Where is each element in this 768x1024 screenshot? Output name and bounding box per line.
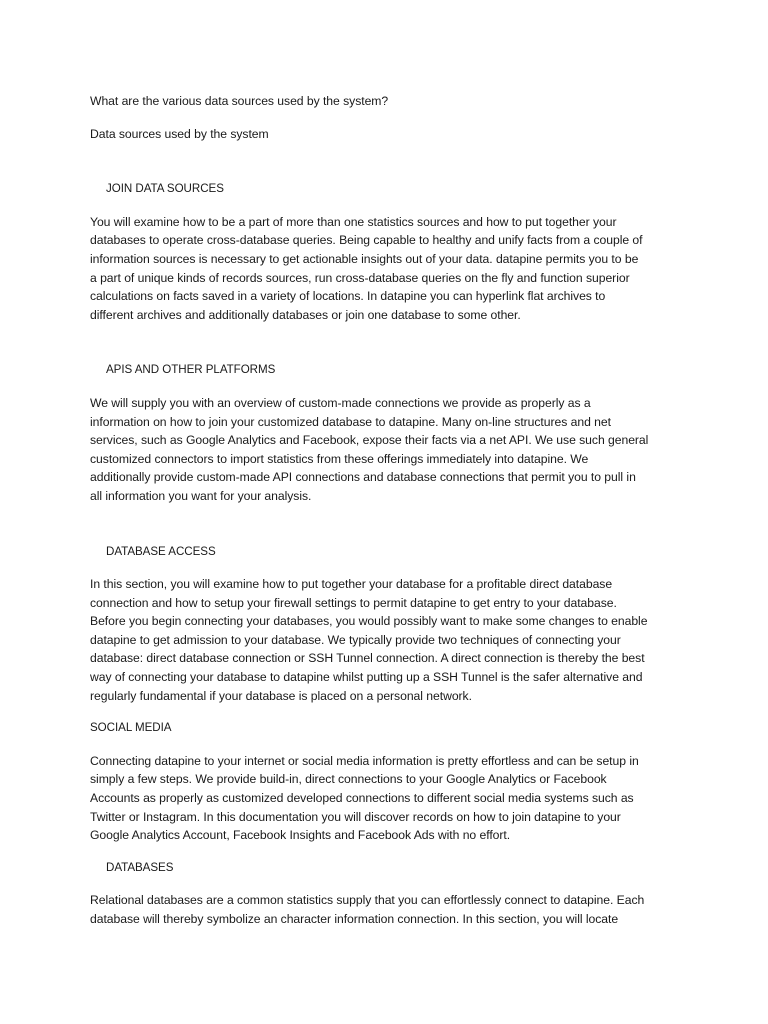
section-paragraph-apis-and-other-platforms	[90, 394, 680, 506]
paragraph-line: information sources is necessary to get actionable insights out of your data. datapine permits you to be	[90, 251, 639, 266]
question-text: What are the various data sources used by the system?	[90, 94, 389, 108]
paragraph-line: database: direct database connection or SSH Tunnel connection. A direct connection is thereby the best	[90, 651, 645, 666]
paragraph-line: simply a few steps. We provide build-in, direct connections to your Google Analytics or Facebook	[90, 772, 607, 787]
paragraph-line: additionally provide custom-made API connections and database connections that permit you to pull in	[90, 470, 636, 485]
paragraph-line: Accounts as properly as customized developed connections to different social media systems such as	[90, 791, 634, 806]
paragraph-line: calculations on facts saved in a variety of locations. In datapine you can hyperlink flat archives to	[90, 289, 606, 304]
paragraph-line: database will thereby symbolize an character information connection. In this section, you will locate	[90, 912, 619, 926]
paragraph-line: a part of unique kinds of records sources, run cross-database queries on the fly and function superior	[90, 270, 630, 285]
paragraph-line: regularly fundamental if your database is placed on a personal network.	[90, 688, 472, 703]
paragraph-line: We will supply you with an overview of custom-made connections we provide as properly as a	[90, 395, 591, 410]
paragraph-line: In this section, you will examine how to put together your database for a profitable direct database	[90, 577, 613, 592]
paragraph-line: Before you begin connecting your databases, you would possibly want to make some changes to enable	[90, 614, 648, 629]
section-heading-apis-and-other-platforms: APIS AND OTHER PLATFORMS	[106, 363, 276, 377]
paragraph-line: information on how to join your customized database to datapine. Many on-line structures and net	[90, 414, 611, 429]
paragraph-line: customized connectors to import statistics from these offerings immediately into datapine. We	[90, 451, 589, 466]
paragraph-line: connection and how to setup your firewall settings to permit datapine to get entry to your database.	[90, 595, 617, 610]
paragraph-line: all information you want for your analysis.	[90, 488, 312, 503]
paragraph-line: Relational databases are a common statistics supply that you can effortlessly connect to datapine. Each	[90, 893, 645, 908]
paragraph-line: Connecting datapine to your internet or social media information is pretty effortless and can be setup in	[90, 753, 639, 768]
paragraph-line: services, such as Google Analytics and Facebook, expose their facts via a net API. We use such general	[90, 433, 649, 448]
section-heading-join-data-sources: JOIN DATA SOURCES	[106, 182, 224, 196]
paragraph-line: Google Analytics Account, Facebook Insights and Facebook Ads with no effort.	[90, 828, 511, 843]
paragraph-line: different archives and additionally databases or join one database to some other.	[90, 307, 521, 322]
paragraph-line: way of connecting your database to datapine whilst putting up a SSH Tunnel is the safer alternative and	[90, 670, 643, 685]
section-heading-database-access: DATABASE ACCESS	[106, 544, 216, 558]
section-heading-social-media: SOCIAL MEDIA	[90, 721, 172, 735]
document-body	[90, 92, 680, 929]
paragraph-line: Twitter or Instagram. In this documentation you will discover records on how to join datapine to your	[90, 809, 621, 824]
section-paragraph-join-data-sources	[90, 213, 680, 325]
section-paragraph-database-access	[90, 575, 680, 705]
section-paragraph-social-media	[90, 752, 680, 845]
document-subtitle: Data sources used by the system	[90, 126, 269, 141]
paragraph-line: datapine to get admission to your database. We typically provide two techniques of connecting your	[90, 632, 621, 647]
paragraph-line: databases to operate cross-database queries. Being capable to healthy and unify facts from a couple of	[90, 233, 643, 248]
section-heading-databases: DATABASES	[106, 860, 174, 874]
section-paragraph-databases	[90, 891, 680, 928]
paragraph-line: You will examine how to be a part of more than one statistics sources and how to put together your	[90, 214, 617, 229]
